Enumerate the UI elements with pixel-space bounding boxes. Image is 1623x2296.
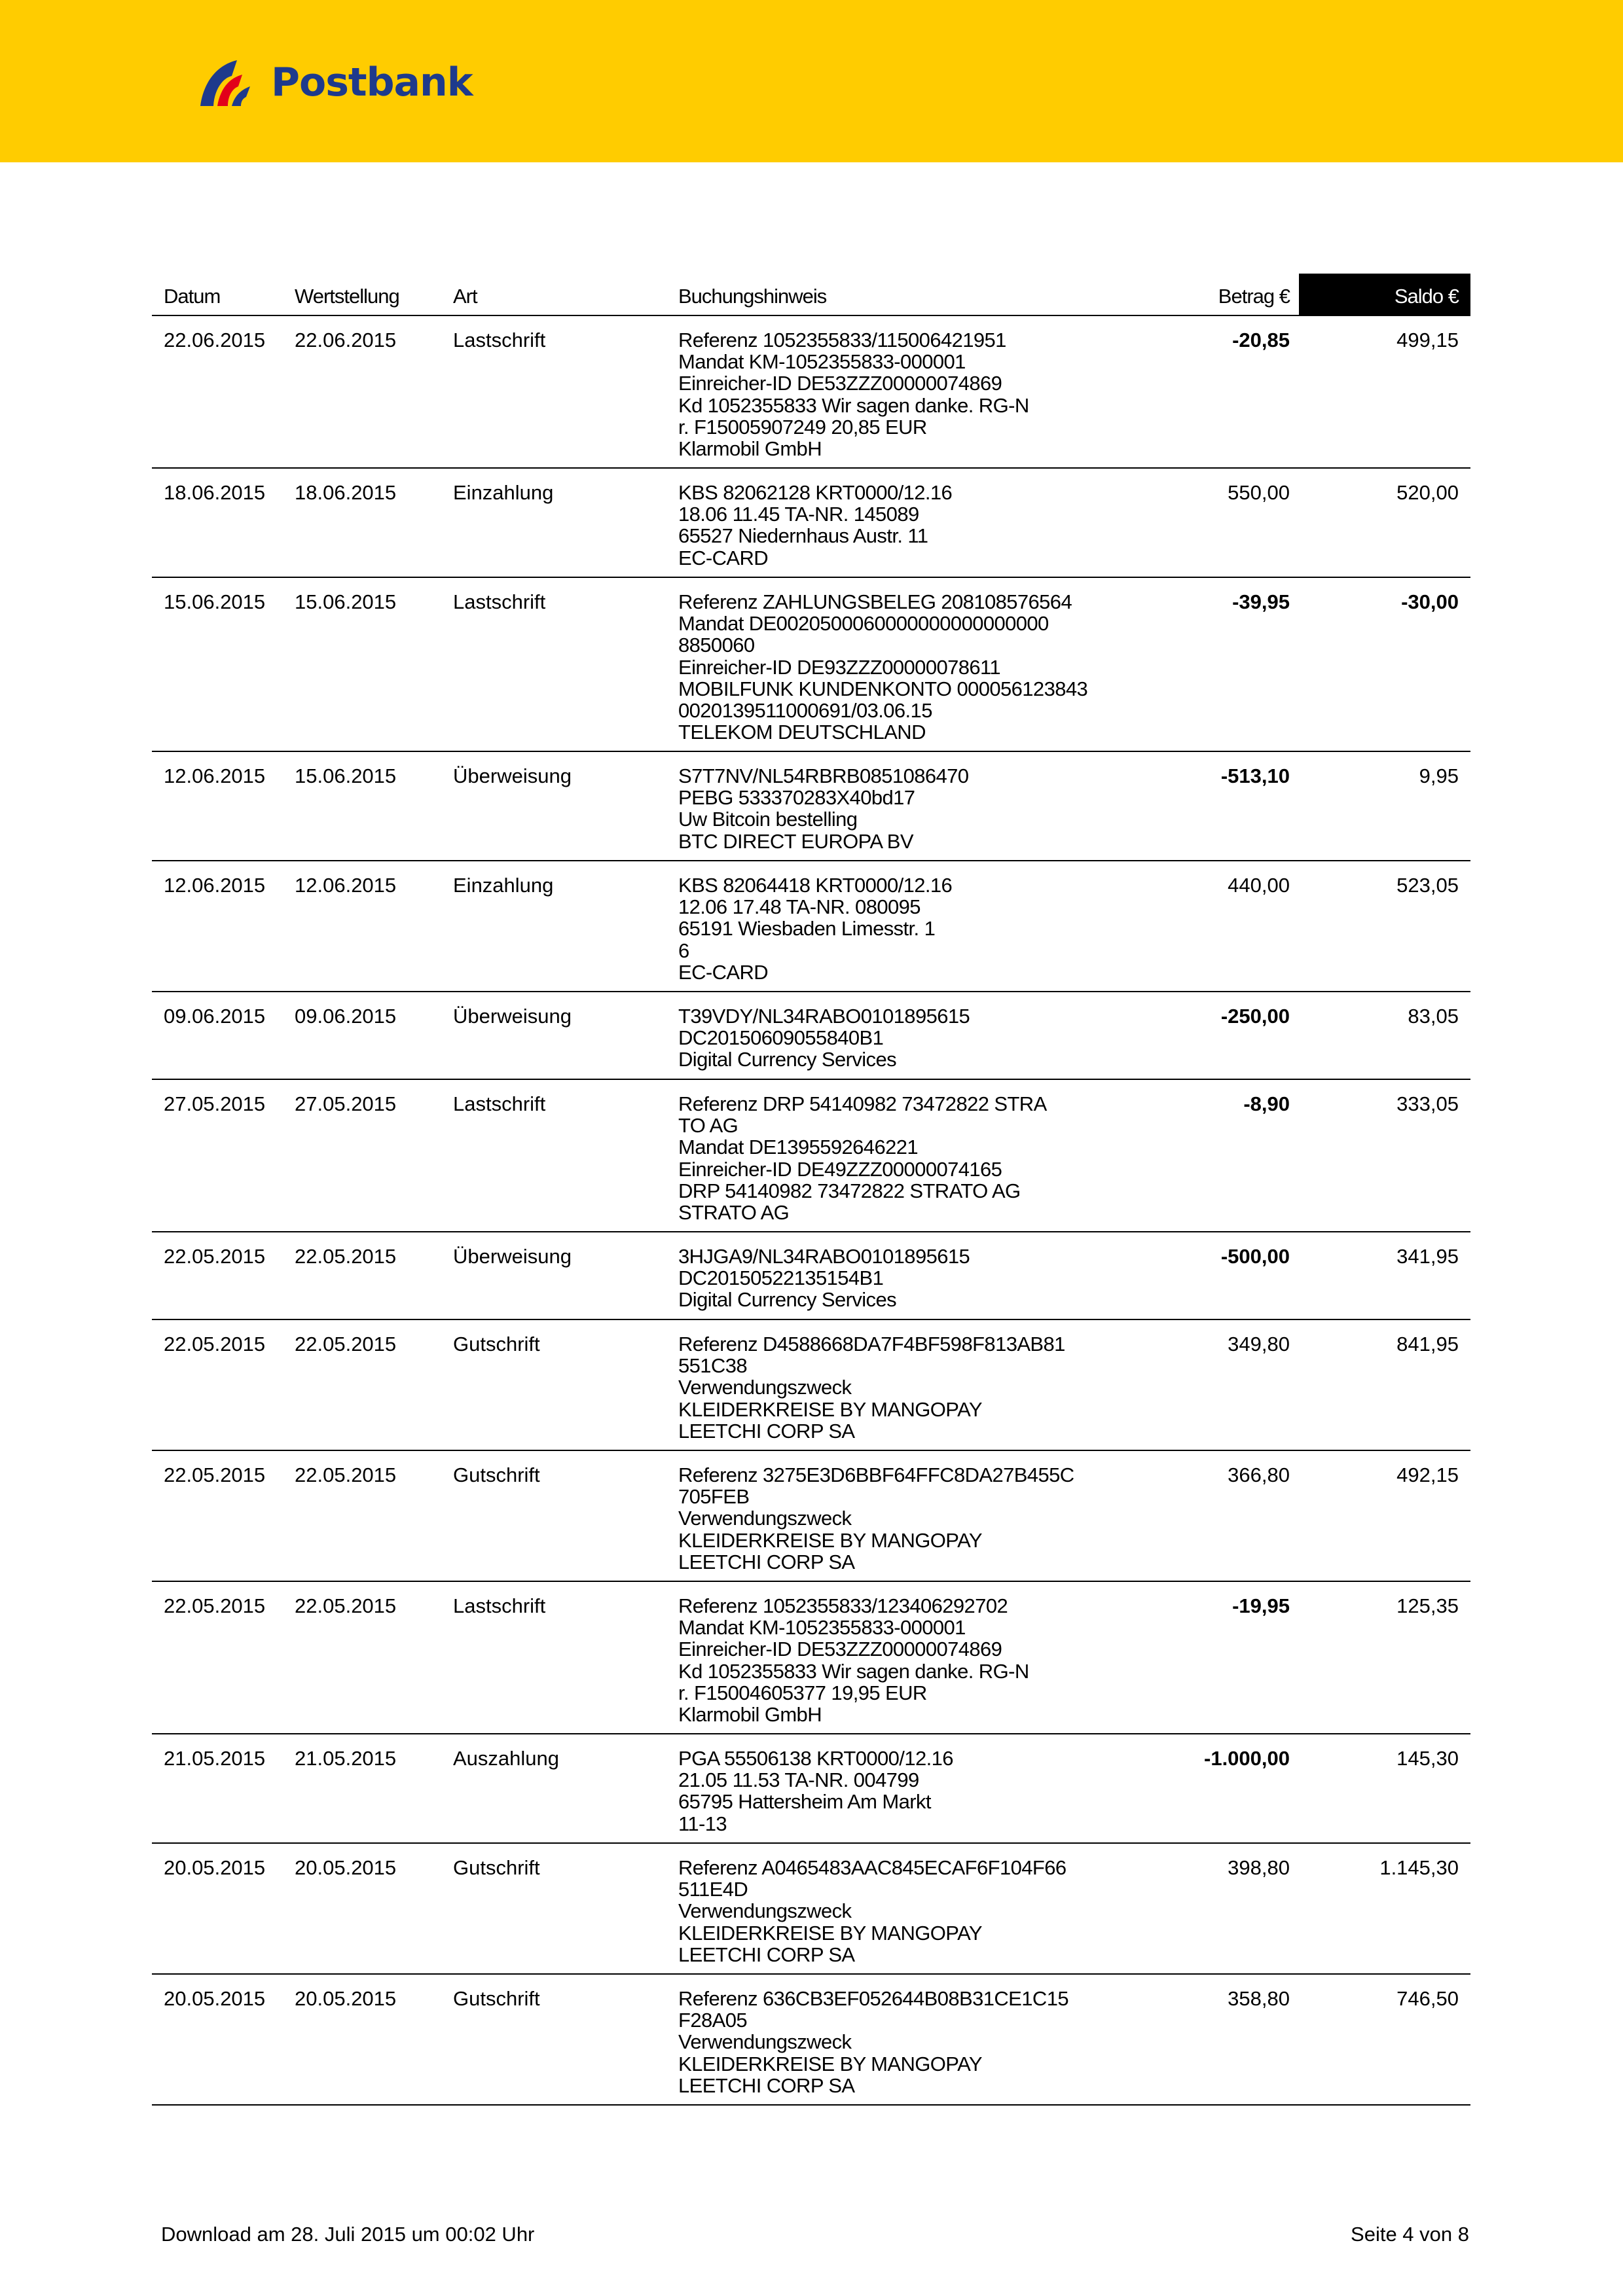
table-row: [152, 1734, 1470, 1844]
cell-betrag: -1.000,00: [1204, 1747, 1290, 1770]
cell-saldo: 492,15: [1396, 1463, 1459, 1486]
buchungshinweis-line: Verwendungszweck: [678, 2030, 852, 2054]
buchungshinweis-line: EC-CARD: [678, 960, 769, 984]
table-row: [152, 469, 1470, 578]
buchungshinweis-line: Verwendungszweck: [678, 1507, 852, 1530]
cell-datum: 22.05.2015: [164, 1245, 266, 1268]
buchungshinweis-line: Einreicher-ID DE53ZZZ00000074869: [678, 1638, 1002, 1661]
cell-saldo: 333,05: [1396, 1092, 1459, 1115]
cell-wertstellung: 27.05.2015: [295, 1092, 397, 1115]
buchungshinweis-line: KLEIDERKREISE BY MANGOPAY: [678, 1397, 982, 1421]
cell-saldo: -30,00: [1401, 590, 1459, 613]
cell-buchungshinweis: [678, 1857, 1176, 1965]
buchungshinweis-line: Mandat DE0020500060000000000000000: [678, 612, 1049, 636]
buchungshinweis-line: TO AG: [678, 1114, 739, 1138]
table-row: [152, 1320, 1470, 1451]
buchungshinweis-line: Einreicher-ID DE93ZZZ00000078611: [678, 655, 1000, 679]
table-body: [152, 316, 1470, 2106]
cell-betrag: -19,95: [1232, 1594, 1290, 1617]
header-art: Art: [453, 285, 477, 308]
buchungshinweis-line: Einreicher-ID DE53ZZZ00000074869: [678, 372, 1002, 395]
cell-datum: 22.05.2015: [164, 1333, 266, 1355]
buchungshinweis-line: Referenz A0465483AAC845ECAF6F104F66: [678, 1856, 1067, 1879]
cell-saldo: 1.145,30: [1379, 1856, 1459, 1879]
buchungshinweis-line: KLEIDERKREISE BY MANGOPAY: [678, 2052, 982, 2075]
buchungshinweis-line: TELEKOM DEUTSCHLAND: [678, 721, 926, 744]
cell-art: Überweisung: [453, 1245, 572, 1268]
cell-saldo: 520,00: [1396, 481, 1459, 504]
cell-betrag: -8,90: [1243, 1092, 1290, 1115]
table-row: [152, 1232, 1470, 1320]
buchungshinweis-line: PEBG 533370283X40bd17: [678, 786, 915, 810]
cell-betrag: 366,80: [1228, 1463, 1290, 1486]
cell-buchungshinweis: [678, 1005, 1176, 1071]
buchungshinweis-line: Referenz 1052355833/115006421951: [678, 329, 1006, 351]
buchungshinweis-line: DC20150522135154B1: [678, 1266, 884, 1290]
buchungshinweis-line: PGA 55506138 KRT0000/12.16: [678, 1747, 953, 1770]
cell-buchungshinweis: [678, 591, 1176, 743]
buchungshinweis-line: 65527 Niedernhaus Austr. 11: [678, 524, 928, 548]
buchungshinweis-line: 511E4D: [678, 1878, 748, 1901]
buchungshinweis-line: Referenz D4588668DA7F4BF598F813AB81: [678, 1333, 1065, 1355]
cell-datum: 22.05.2015: [164, 1594, 266, 1617]
cell-betrag: -250,00: [1220, 1005, 1290, 1028]
cell-saldo: 341,95: [1396, 1245, 1459, 1268]
cell-art: Überweisung: [453, 1005, 572, 1028]
buchungshinweis-line: T39VDY/NL34RABO0101895615: [678, 1005, 970, 1028]
buchungshinweis-line: Uw Bitcoin bestelling: [678, 808, 858, 831]
cell-betrag: -20,85: [1232, 329, 1290, 351]
buchungshinweis-line: Referenz ZAHLUNGSBELEG 208108576564: [678, 590, 1072, 613]
buchungshinweis-line: 551C38: [678, 1354, 747, 1378]
cell-saldo: 125,35: [1396, 1594, 1459, 1617]
cell-betrag: 550,00: [1228, 481, 1290, 504]
cell-buchungshinweis: [678, 1595, 1176, 1725]
cell-betrag: 440,00: [1228, 874, 1290, 897]
buchungshinweis-line: Kd 1052355833 Wir sagen danke. RG-N: [678, 393, 1029, 417]
cell-datum: 27.05.2015: [164, 1092, 266, 1115]
postbank-logo-icon: [196, 56, 259, 109]
cell-art: Lastschrift: [453, 329, 546, 351]
cell-datum: 22.05.2015: [164, 1463, 266, 1486]
buchungshinweis-line: 6: [678, 939, 689, 962]
cell-datum: 22.06.2015: [164, 329, 266, 351]
cell-datum: 20.05.2015: [164, 1987, 266, 2010]
buchungshinweis-line: 0020139511000691/03.06.15: [678, 699, 932, 723]
header-saldo-cell: [1299, 274, 1470, 315]
buchungshinweis-line: 12.06 17.48 TA-NR. 080095: [678, 895, 921, 919]
buchungshinweis-line: EC-CARD: [678, 546, 769, 569]
cell-datum: 21.05.2015: [164, 1747, 266, 1770]
buchungshinweis-line: KBS 82064418 KRT0000/12.16: [678, 874, 953, 897]
buchungshinweis-line: 3HJGA9/NL34RABO0101895615: [678, 1245, 970, 1268]
cell-buchungshinweis: [678, 1464, 1176, 1573]
table-row: [152, 752, 1470, 861]
cell-buchungshinweis: [678, 1988, 1176, 2096]
cell-datum: 12.06.2015: [164, 764, 266, 787]
buchungshinweis-line: Mandat KM-1052355833-000001: [678, 350, 966, 374]
buchungshinweis-line: Verwendungszweck: [678, 1376, 852, 1399]
cell-wertstellung: 20.05.2015: [295, 1987, 397, 2010]
cell-wertstellung: 22.06.2015: [295, 329, 397, 351]
header-band: [0, 0, 1623, 162]
header-datum: Datum: [164, 285, 221, 308]
cell-wertstellung: 22.05.2015: [295, 1463, 397, 1486]
table-row: [152, 578, 1470, 752]
table-row: [152, 1582, 1470, 1734]
cell-wertstellung: 22.05.2015: [295, 1594, 397, 1617]
cell-art: Gutschrift: [453, 1333, 540, 1355]
buchungshinweis-line: BTC DIRECT EUROPA BV: [678, 829, 913, 853]
buchungshinweis-line: r. F15005907249 20,85 EUR: [678, 415, 927, 439]
table-row: [152, 1451, 1470, 1582]
cell-betrag: 358,80: [1228, 1987, 1290, 2010]
cell-saldo: 841,95: [1396, 1333, 1459, 1355]
cell-betrag: 398,80: [1228, 1856, 1290, 1879]
cell-wertstellung: 20.05.2015: [295, 1856, 397, 1879]
buchungshinweis-line: DRP 54140982 73472822 STRATO AG: [678, 1179, 1021, 1202]
buchungshinweis-line: F28A05: [678, 2009, 747, 2032]
buchungshinweis-line: KBS 82062128 KRT0000/12.16: [678, 481, 953, 504]
download-note: Download am 28. Juli 2015 um 00:02 Uhr: [161, 2223, 535, 2246]
cell-art: Gutschrift: [453, 1856, 540, 1879]
cell-art: Einzahlung: [453, 481, 554, 504]
cell-betrag: -513,10: [1220, 764, 1290, 787]
buchungshinweis-line: Kd 1052355833 Wir sagen danke. RG-N: [678, 1659, 1029, 1683]
table-row: [152, 861, 1470, 992]
buchungshinweis-line: KLEIDERKREISE BY MANGOPAY: [678, 1528, 982, 1552]
buchungshinweis-line: LEETCHI CORP SA: [678, 1943, 855, 1966]
cell-buchungshinweis: [678, 1093, 1176, 1223]
table-header: [152, 274, 1470, 316]
header-betrag: Betrag €: [1218, 285, 1290, 308]
cell-datum: 15.06.2015: [164, 590, 266, 613]
cell-wertstellung: 15.06.2015: [295, 590, 397, 613]
cell-wertstellung: 15.06.2015: [295, 764, 397, 787]
buchungshinweis-line: Klarmobil GmbH: [678, 437, 822, 461]
table-row: [152, 316, 1470, 469]
buchungshinweis-line: 705FEB: [678, 1485, 750, 1509]
cell-saldo: 145,30: [1396, 1747, 1459, 1770]
cell-art: Überweisung: [453, 764, 572, 787]
cell-wertstellung: 12.06.2015: [295, 874, 397, 897]
header-buchungshinweis: Buchungshinweis: [678, 285, 827, 308]
cell-art: Gutschrift: [453, 1463, 540, 1486]
cell-buchungshinweis: [678, 329, 1176, 459]
buchungshinweis-line: 65795 Hattersheim Am Markt: [678, 1790, 931, 1814]
transactions-table: [152, 274, 1470, 2106]
buchungshinweis-line: Mandat KM-1052355833-000001: [678, 1616, 966, 1640]
table-row: [152, 1844, 1470, 1975]
cell-art: Lastschrift: [453, 1594, 546, 1617]
cell-saldo: 83,05: [1408, 1005, 1459, 1028]
cell-betrag: 349,80: [1228, 1333, 1290, 1355]
cell-art: Lastschrift: [453, 590, 546, 613]
table-row: [152, 992, 1470, 1080]
buchungshinweis-line: r. F15004605377 19,95 EUR: [678, 1681, 927, 1704]
buchungshinweis-line: Referenz 1052355833/123406292702: [678, 1594, 1008, 1617]
header-wertstellung: Wertstellung: [295, 285, 399, 308]
buchungshinweis-line: Verwendungszweck: [678, 1899, 852, 1923]
cell-saldo: 523,05: [1396, 874, 1459, 897]
cell-betrag: -39,95: [1232, 590, 1290, 613]
postbank-logo: [196, 56, 473, 109]
buchungshinweis-line: Referenz 636CB3EF052644B08B31CE1C15: [678, 1987, 1068, 2010]
cell-wertstellung: 21.05.2015: [295, 1747, 397, 1770]
buchungshinweis-line: 18.06 11.45 TA-NR. 145089: [678, 503, 919, 526]
table-row: [152, 1080, 1470, 1232]
cell-buchungshinweis: [678, 1748, 1176, 1835]
cell-art: Einzahlung: [453, 874, 554, 897]
cell-datum: 18.06.2015: [164, 481, 266, 504]
buchungshinweis-line: KLEIDERKREISE BY MANGOPAY: [678, 1921, 982, 1945]
buchungshinweis-line: Referenz 3275E3D6BBF64FFC8DA27B455C: [678, 1463, 1074, 1486]
buchungshinweis-line: 21.05 11.53 TA-NR. 004799: [678, 1768, 919, 1792]
buchungshinweis-line: S7T7NV/NL54RBRB0851086470: [678, 764, 969, 787]
cell-buchungshinweis: [678, 1246, 1176, 1311]
cell-buchungshinweis: [678, 1333, 1176, 1442]
buchungshinweis-line: DC20150609055840B1: [678, 1026, 884, 1050]
buchungshinweis-line: 11-13: [678, 1812, 727, 1835]
buchungshinweis-line: 8850060: [678, 634, 755, 657]
buchungshinweis-line: Klarmobil GmbH: [678, 1703, 822, 1727]
buchungshinweis-line: Mandat DE1395592646221: [678, 1136, 919, 1159]
buchungshinweis-line: Digital Currency Services: [678, 1288, 896, 1312]
cell-wertstellung: 22.05.2015: [295, 1333, 397, 1355]
buchungshinweis-line: Digital Currency Services: [678, 1048, 896, 1071]
cell-wertstellung: 18.06.2015: [295, 481, 397, 504]
brand-name: Postbank: [271, 60, 473, 105]
table-row: [152, 1975, 1470, 2106]
cell-buchungshinweis: [678, 874, 1176, 983]
page-number: Seite 4 von 8: [1351, 2223, 1469, 2246]
cell-saldo: 9,95: [1419, 764, 1459, 787]
cell-datum: 09.06.2015: [164, 1005, 266, 1028]
cell-buchungshinweis: [678, 482, 1176, 569]
buchungshinweis-line: STRATO AG: [678, 1201, 790, 1225]
buchungshinweis-line: Einreicher-ID DE49ZZZ00000074165: [678, 1157, 1002, 1181]
cell-buchungshinweis: [678, 765, 1176, 852]
cell-wertstellung: 22.05.2015: [295, 1245, 397, 1268]
buchungshinweis-line: Referenz DRP 54140982 73472822 STRA: [678, 1092, 1047, 1115]
cell-betrag: -500,00: [1220, 1245, 1290, 1268]
buchungshinweis-line: 65191 Wiesbaden Limesstr. 1: [678, 917, 936, 941]
cell-art: Gutschrift: [453, 1987, 540, 2010]
buchungshinweis-line: MOBILFUNK KUNDENKONTO 000056123843: [678, 677, 1088, 700]
cell-wertstellung: 09.06.2015: [295, 1005, 397, 1028]
cell-saldo: 499,15: [1396, 329, 1459, 351]
cell-saldo: 746,50: [1396, 1987, 1459, 2010]
header-saldo: Saldo €: [1394, 285, 1459, 308]
cell-datum: 20.05.2015: [164, 1856, 266, 1879]
cell-art: Auszahlung: [453, 1747, 560, 1770]
buchungshinweis-line: LEETCHI CORP SA: [678, 1550, 855, 1573]
buchungshinweis-line: LEETCHI CORP SA: [678, 1419, 855, 1443]
cell-art: Lastschrift: [453, 1092, 546, 1115]
buchungshinweis-line: LEETCHI CORP SA: [678, 2073, 855, 2097]
cell-datum: 12.06.2015: [164, 874, 266, 897]
